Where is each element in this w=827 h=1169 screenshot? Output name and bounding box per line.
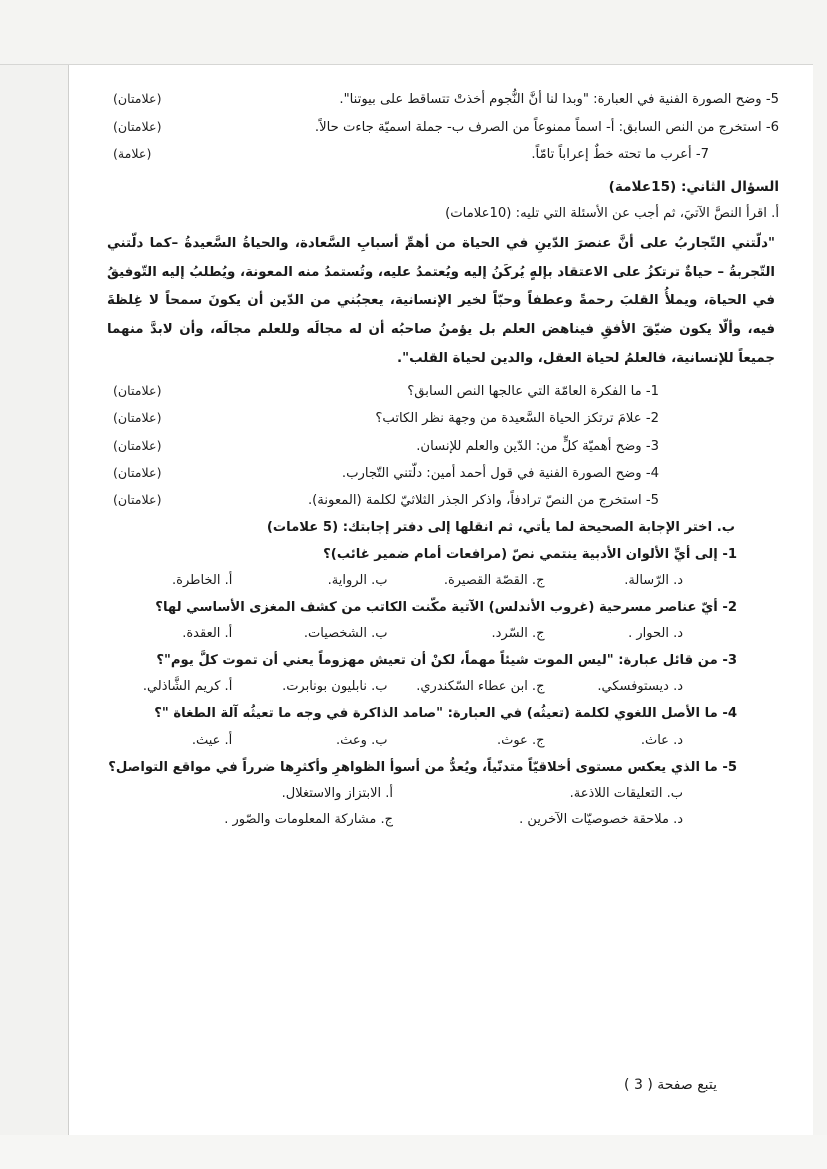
top-questions-block xyxy=(103,87,779,168)
question-text: 4- وضح الصورة الفنية في قول أحمد أمين: دلّتني التّجارب. xyxy=(341,466,659,482)
page-footer: يتبع صفحة ( 3 ) xyxy=(624,1077,717,1093)
mcq-choices xyxy=(103,621,779,647)
question-marks: (علامتان) xyxy=(113,492,162,508)
reading-passage xyxy=(103,230,779,374)
mcq-stem: 3- من قائل عبارة: "ليس الموت شيئاً مهماً، لكنْ أن تعيش مهزوماً يعني أن تموت كلَّ يوم"؟ xyxy=(156,653,737,669)
mcq-choice-c[interactable]: ج. القصّة القصيرة. xyxy=(443,573,545,589)
mcq-choices-row-1 xyxy=(103,781,779,807)
question-text: 5- استخرج من النصّ ترادفاً، واذكر الجذر الثلاثيّ لكلمة (المعونة). xyxy=(307,493,659,509)
question-row xyxy=(103,460,779,487)
scan-margin-right xyxy=(813,0,827,1169)
question-marks: (علامتان) xyxy=(113,118,162,134)
question-text: 6- استخرج من النص السابق: أ- اسماً ممنوعاً من الصرف ب- جملة اسميّة جاءت حالاً. xyxy=(314,119,779,135)
question-row xyxy=(103,115,779,141)
mcq-choice-a[interactable]: أ. عيث. xyxy=(191,732,233,748)
mcq-choice-b[interactable]: ب. الشخصيات. xyxy=(303,626,388,642)
mcq-choice-c[interactable]: ج. مشاركة المعلومات والصّور . xyxy=(224,811,393,827)
scan-margin-left xyxy=(0,0,69,1169)
question-text: 1- ما الفكرة العامّة التي عالجها النص السابق؟ xyxy=(407,383,659,399)
mcq-item xyxy=(103,754,779,833)
question-marks: (علامتان) xyxy=(113,465,162,481)
question-row xyxy=(103,142,779,168)
mcq-choice-b[interactable]: ب. وعث. xyxy=(336,732,388,748)
question-row xyxy=(103,433,779,460)
mcq-list xyxy=(103,541,779,832)
question-marks: (علامة) xyxy=(113,146,152,162)
question-text: 7- أعرب ما تحته خطٌ إعراباً تامّاً. xyxy=(531,147,709,163)
mcq-choice-d[interactable]: د. عاث. xyxy=(640,732,683,748)
question-marks: (علامتان) xyxy=(113,410,162,426)
question-text: 5- وضح الصورة الفنية في العبارة: "وبدا لنا أنَّ النُّجوم أخذتْ تتساقط على بيوتنا". xyxy=(339,92,779,107)
passage-questions xyxy=(103,378,779,515)
mcq-choice-d[interactable]: د. الحوار . xyxy=(628,626,683,642)
mcq-choice-b[interactable]: ب. الرواية. xyxy=(327,573,388,589)
mcq-choice-d[interactable]: د. الرّسالة. xyxy=(624,573,683,589)
mcq-choice-a[interactable]: أ. الابتزاز والاستغلال. xyxy=(281,785,393,801)
mcq-choice-d[interactable]: د. ديستوفسكي. xyxy=(597,679,683,695)
mcq-stem: 1- إلى أيِّ الألوان الأدبية ينتمي نصّ (مرافعات أمام ضمير غائب)؟ xyxy=(323,547,737,563)
mcq-stem: 5- ما الذي يعكس مستوى أخلاقيّاً متدنّياً، ويُعدُّ من أسوأ الظواهرِ وأكثرِها ضرراً في مواقع التواصل؟ xyxy=(108,759,737,775)
section-part-b-instruction: ب. اختر الإجابة الصحيحة لما يأتي، ثم انقلها إلى دفتر إجابتك: (5 علامات) xyxy=(266,519,735,535)
mcq-choice-a[interactable]: أ. الخاطرة. xyxy=(172,573,233,589)
section-title: السؤال الثاني: (15علامة) xyxy=(608,179,779,196)
mcq-choice-c[interactable]: ج. السّرد. xyxy=(491,626,545,642)
section-part-a-instruction: أ. اقرأ النصَّ الآتيَ، ثم أجب عن الأسئلة التي تليه: (10علامات) xyxy=(445,206,779,222)
mcq-choice-c[interactable]: ج. عوث. xyxy=(496,732,545,748)
question-text: 3- وضح أهميّة كلٍّ من: الدّين والعلم للإنسان. xyxy=(416,438,659,454)
mcq-choice-b[interactable]: ب. التعليقات اللاذعة. xyxy=(569,785,683,801)
mcq-stem: 4- ما الأصل اللغوي لكلمة (تعيثُه) في العبارة: "صامد الذاكرة في وجه ما تعيثُه آلة الطغاة "؟ xyxy=(154,706,737,722)
mcq-choices-row-2 xyxy=(103,807,779,833)
mcq-item xyxy=(103,594,779,647)
question-marks: (علامتان) xyxy=(113,437,162,453)
mcq-choices xyxy=(103,568,779,594)
mcq-item xyxy=(103,700,779,753)
passage-text: "دلّتني التّجاربُ على أنَّ عنصرَ الدّينِ في الحياة من أهمِّ أسبابِ السَّعادة، والحياةُ السَّعيدةُ –كما دلّتني التّجربةُ – حياةٌ ترتكزُ على الاعتقاد بإلهٍ يُركَنُ إليه ويُعتمدُ عليه، وتُستمدُ منه المعونة، ويُطلبُ إليه التّوفيقُ في الحياة، ويملأُ القلبَ رحمةً وعطفاً وحبّاً لخير الإنسانية، يعجبُني من الدّين أن يكونَ سمحاً لا غِلظةَ فيه، وألّا يكون ضيّقَ الأفقِ فيناهض العلم بل يؤمنُ صاحبُه أن له مجالَه وللعلم مجالَه، وأن لابدَّ منهما جميعاً للإنسانية، فالعلمُ لحياة العقل، والدين لحياة القلب". xyxy=(107,235,775,367)
mcq-choices xyxy=(103,674,779,700)
mcq-item xyxy=(103,541,779,594)
question-row xyxy=(103,87,779,113)
mcq-stem: 2- أيّ عناصر مسرحية (غروب الأندلس) الآتية مكّنت الكاتب من كشف المغزى الأساسي لها؟ xyxy=(155,600,737,616)
mcq-choice-d[interactable]: د. ملاحقة خصوصيّات الآخرين . xyxy=(519,811,683,827)
question-text: 2- علامَ ترتكز الحياة السَّعيدة من وجهة نظر الكاتب؟ xyxy=(375,411,659,427)
mcq-choice-a[interactable]: أ. كريم الشَّاذلي. xyxy=(142,679,233,695)
question-row xyxy=(103,378,779,405)
question-row xyxy=(103,405,779,432)
question-marks: (علامتان) xyxy=(113,91,162,106)
mcq-choices xyxy=(103,728,779,754)
exam-sheet xyxy=(69,65,813,1135)
mcq-choice-b[interactable]: ب. نابليون بونابرت. xyxy=(282,679,388,695)
scan-margin-top xyxy=(0,0,827,65)
mcq-item xyxy=(103,647,779,700)
mcq-choice-a[interactable]: أ. العقدة. xyxy=(182,626,233,642)
mcq-choice-c[interactable]: ج. ابن عطاء السّكندري. xyxy=(416,679,545,695)
question-row xyxy=(103,487,779,514)
question-marks: (علامتان) xyxy=(113,382,162,398)
scan-margin-bottom xyxy=(0,1135,827,1169)
